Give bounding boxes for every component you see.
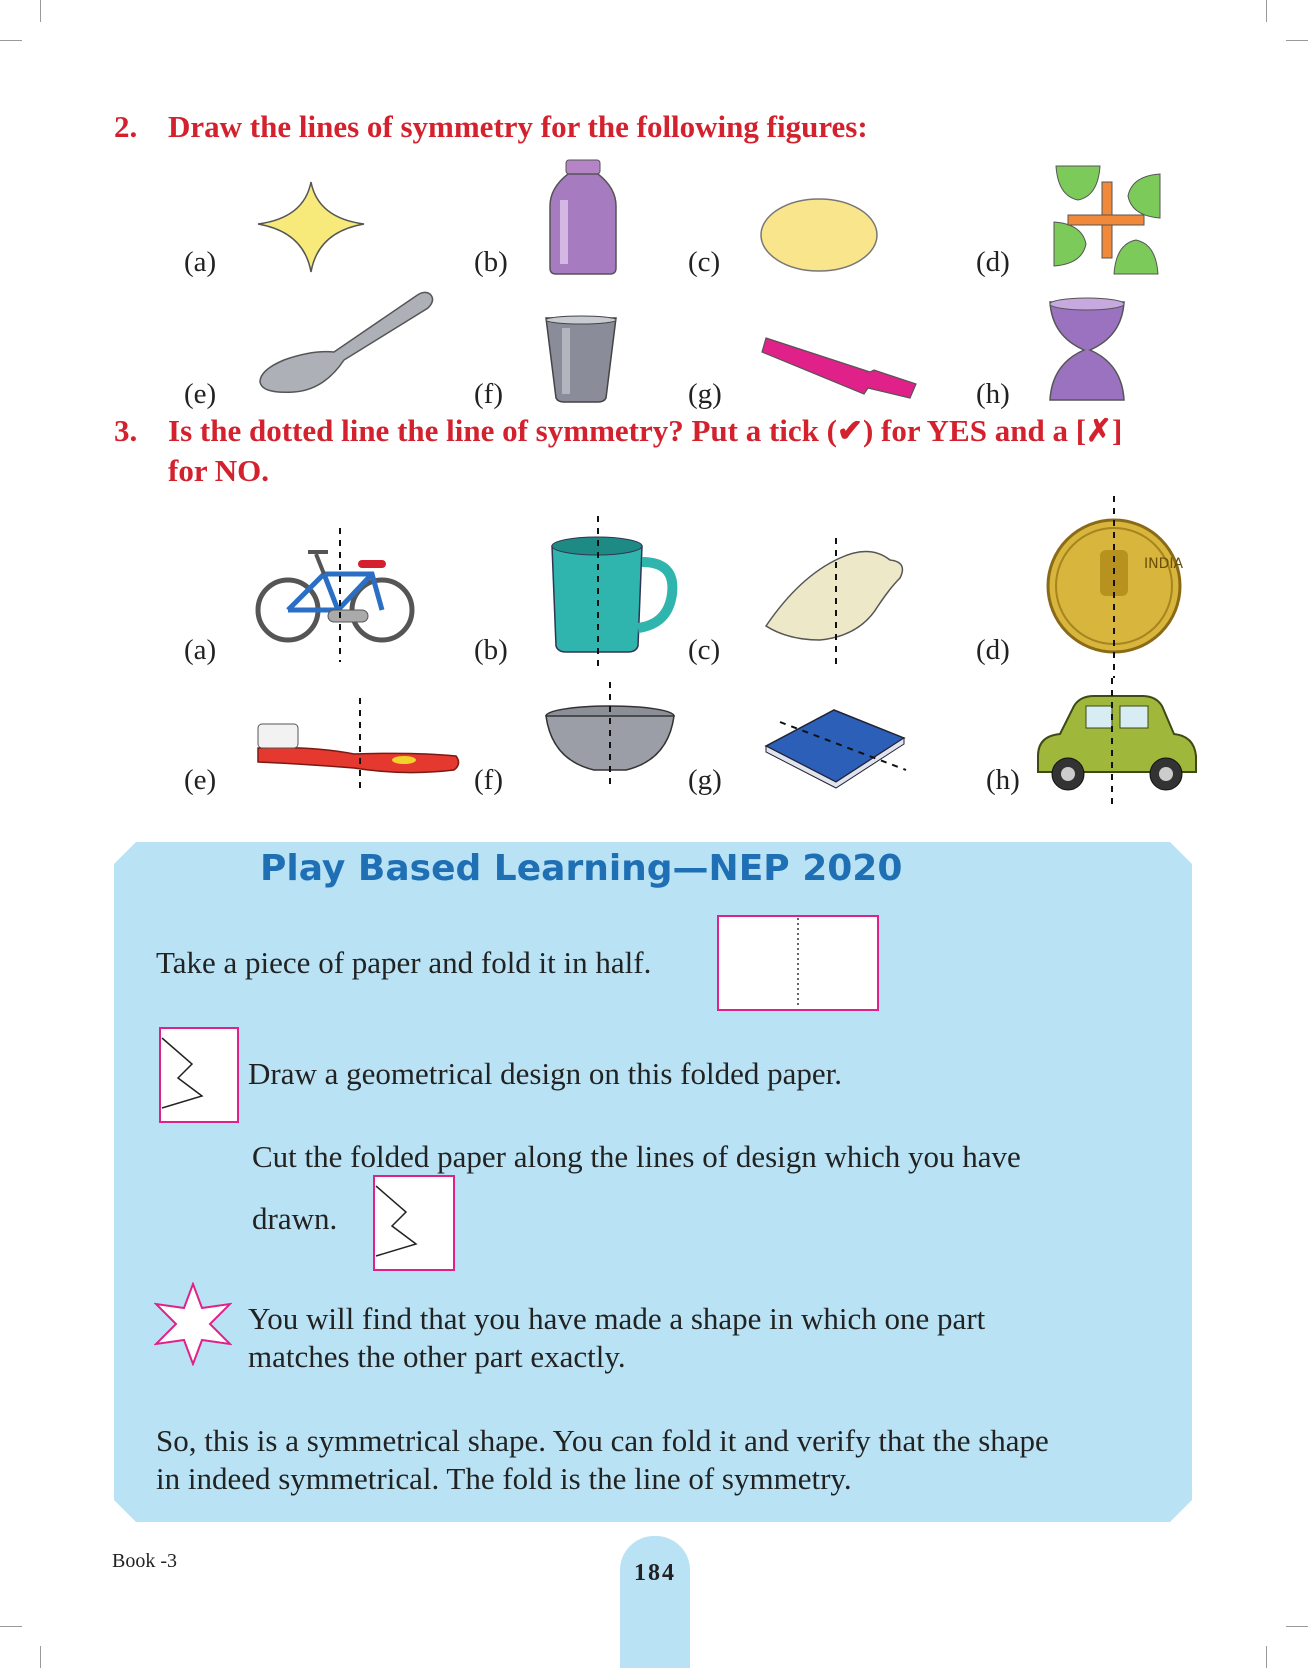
q3-label-b: (b) <box>474 634 508 666</box>
car-figure <box>1030 676 1200 808</box>
six-point-star-icon <box>154 1282 232 1366</box>
activity-conclusion-line2: in indeed symmetrical. The fold is the line of symmetry. <box>156 1461 852 1496</box>
question-2-number: 2. <box>114 109 138 144</box>
hourglass-figure <box>1046 296 1128 406</box>
oval-figure <box>758 196 880 274</box>
q3-label-a: (a) <box>184 634 217 666</box>
cut-design-figure <box>372 1174 456 1272</box>
crop-mark <box>40 0 41 22</box>
page-number: 184 <box>634 1560 676 1586</box>
q2-label-b: (b) <box>474 246 508 278</box>
activity-step-2: Draw a geometrical design on this folded paper. <box>248 1056 842 1091</box>
question-3-number: 3. <box>114 413 138 448</box>
shell-figure <box>760 536 910 666</box>
book-figure <box>760 706 910 790</box>
q2-label-g: (g) <box>688 378 722 410</box>
q2-label-e: (e) <box>184 378 217 410</box>
activity-step-1: Take a piece of paper and fold it in half. <box>156 945 652 980</box>
drawn-design-figure <box>158 1026 240 1124</box>
q3-label-d: (d) <box>976 634 1010 666</box>
svg-text:INDIA: INDIA <box>1144 556 1184 572</box>
page-number-tab <box>620 1536 690 1668</box>
q3-label-f: (f) <box>474 764 503 796</box>
bottle-figure <box>546 158 620 276</box>
question-3-text-line1: Is the dotted line the line of symmetry? Put a tick (✔) for YES and a [✗] <box>168 413 1123 448</box>
mug-figure <box>540 514 680 674</box>
bowl-figure <box>540 680 680 792</box>
bicycle-figure <box>254 524 416 664</box>
activity-step-4-line2: matches the other part exactly. <box>248 1339 626 1374</box>
activity-step-3-line2: drawn. <box>252 1201 338 1236</box>
crop-mark <box>1286 40 1308 41</box>
crop-mark <box>40 1646 41 1668</box>
crop-mark <box>1266 0 1267 22</box>
q3-label-g: (g) <box>688 764 722 796</box>
activity-title: Play Based Learning—NEP 2020 <box>260 848 903 889</box>
swastik-figure <box>1048 162 1166 278</box>
crop-mark <box>0 40 22 41</box>
q2-label-a: (a) <box>184 246 217 278</box>
crop-mark <box>1286 1626 1308 1627</box>
activity-step-3-line1: Cut the folded paper along the lines of design which you have <box>252 1139 1021 1174</box>
q3-label-c: (c) <box>688 634 721 666</box>
q2-label-h: (h) <box>976 378 1010 410</box>
q3-label-h: (h) <box>986 764 1020 796</box>
q3-label-e: (e) <box>184 764 217 796</box>
magenta-strip-figure <box>760 334 920 406</box>
coin-figure <box>1040 494 1190 680</box>
toothbrush-figure <box>254 694 464 794</box>
crop-mark <box>1266 1646 1267 1668</box>
q2-label-c: (c) <box>688 246 721 278</box>
book-label: Book -3 <box>112 1550 177 1572</box>
question-2-text: Draw the lines of symmetry for the following figures: <box>168 109 868 144</box>
folded-paper-figure <box>716 914 880 1012</box>
spoon-figure <box>254 286 436 398</box>
glass-figure <box>542 314 620 404</box>
activity-step-4-line1: You will find that you have made a shape in which one part <box>248 1301 986 1336</box>
question-3-text-line2: for NO. <box>168 453 270 488</box>
crop-mark <box>0 1626 22 1627</box>
activity-conclusion-line1: So, this is a symmetrical shape. You can fold it and verify that the shape <box>156 1423 1049 1458</box>
q2-label-d: (d) <box>976 246 1010 278</box>
q2-label-f: (f) <box>474 378 503 410</box>
four-point-star-figure <box>256 180 366 274</box>
